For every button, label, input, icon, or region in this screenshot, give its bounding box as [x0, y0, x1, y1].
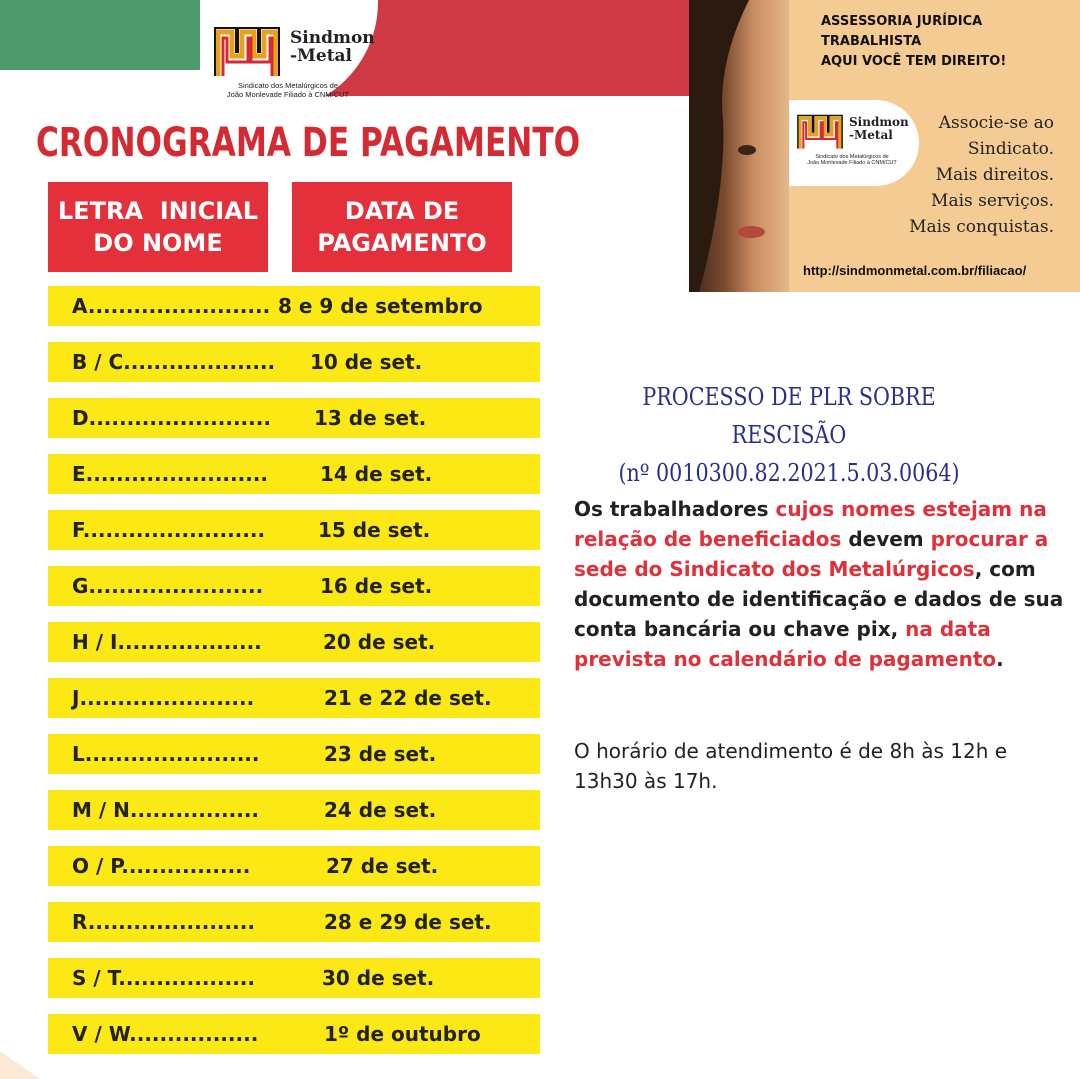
row-letter: S / T..................: [72, 966, 255, 990]
row-date: 10 de set.: [310, 350, 423, 374]
instr-highlight: na data prevista no calendário de pagamento: [574, 617, 997, 671]
schedule-row: [48, 566, 540, 606]
logo-name-line2: -Metal: [290, 45, 353, 66]
portrait-icon: [689, 0, 789, 292]
row-date: 24 de set.: [324, 798, 437, 822]
page-title: CRONOGRAMA DE PAGAMENTO: [36, 120, 581, 166]
row-date: 14 de set.: [320, 462, 433, 486]
row-date: 28 e 29 de set.: [324, 910, 492, 934]
schedule-row: [48, 622, 540, 662]
row-date: 15 de set.: [318, 518, 431, 542]
column-header-letter-line2: DO NOME: [93, 229, 223, 257]
row-date: 21 e 22 de set.: [324, 686, 492, 710]
schedule-row: [48, 286, 540, 326]
column-header-date: [292, 182, 512, 272]
row-letter: J.......................: [72, 686, 255, 710]
membership-ad: [689, 0, 1080, 292]
row-date: 8 e 9 de setembro: [278, 294, 483, 318]
column-header-date-line1: DATA DE: [344, 197, 460, 225]
logo-sub-line2: João Monlevade Filiado à CNM/CUT: [226, 89, 350, 99]
ad-headline-line2: TRABALHISTA: [821, 34, 922, 49]
opening-hours: O horário de atendimento é de 8h às 12h e 13h30 às 17h.: [574, 739, 1008, 793]
column-header-letter-line1: LETRA INICIAL: [57, 197, 259, 225]
row-letter: A........................: [72, 294, 271, 318]
schedule-row: [48, 342, 540, 382]
logo-name: [290, 30, 375, 66]
instr-highlight: procurar a sede do Sindicato dos Metalúrgicos: [574, 527, 1049, 581]
logo-name-line1: Sindmon: [290, 28, 375, 48]
corner-decoration: [0, 1051, 40, 1079]
row-letter: O / P.................: [72, 854, 251, 878]
schedule-row: [48, 678, 540, 718]
ad-logo-subtitle: [791, 154, 913, 167]
row-letter: F........................: [72, 518, 266, 542]
ad-headline-line1: ASSESSORIA JURÍDICA: [821, 14, 983, 29]
row-date: 27 de set.: [326, 854, 439, 878]
row-letter: M / N.................: [72, 798, 260, 822]
woman-photo: [689, 0, 789, 292]
ad-slogan-line: Mais direitos.: [935, 165, 1054, 185]
ad-logo-badge: [789, 100, 919, 186]
schedule-row: [48, 454, 540, 494]
row-letter: B / C....................: [72, 350, 276, 374]
ad-logo-name-line2: -Metal: [849, 127, 893, 142]
ad-logo-name: [849, 116, 909, 141]
instr-text: , com documento de identificação e dados de sua conta bancária ou chave pix,: [574, 557, 1064, 641]
ad-slogan-line: Sindicato.: [967, 139, 1054, 159]
row-letter: L.......................: [72, 742, 260, 766]
logo-sub-line1: Sindicato dos Metalúrgicos de: [237, 81, 339, 90]
ad-slogan-line: Mais conquistas.: [909, 217, 1054, 237]
ad-slogan-line: Associe-se ao: [938, 113, 1054, 133]
row-letter: E........................: [72, 462, 269, 486]
row-date: 16 de set.: [320, 574, 433, 598]
ad-headline: [821, 12, 1006, 72]
row-date: 1º de outubro: [324, 1022, 481, 1046]
row-letter: D........................: [72, 406, 271, 430]
process-title: [604, 378, 974, 492]
row-letter: G.......................: [72, 574, 264, 598]
logo-subtitle: [208, 82, 368, 99]
logo-badge: [200, 0, 378, 112]
schedule-row: [48, 510, 540, 550]
ad-logo-sub-line1: Sindicato dos Metalúrgicos de: [815, 154, 889, 160]
process-number: (nº 0010300.82.2021.5.03.0064): [618, 459, 960, 487]
schedule-row: [48, 790, 540, 830]
schedule-row: [48, 398, 540, 438]
row-letter: R......................: [72, 910, 255, 934]
ad-sindmon-logo-icon: [797, 114, 843, 150]
schedule-row: [48, 846, 540, 886]
ad-logo-name-line1: Sindmon: [849, 115, 909, 129]
row-letter: V / W.................: [72, 1022, 259, 1046]
column-header-date-line2: PAGAMENTO: [317, 229, 487, 257]
ad-headline-line3: AQUI VOCÊ TEM DIREITO!: [821, 54, 1007, 69]
column-header-letter: [48, 182, 268, 272]
instr-text: Os trabalhadores: [574, 497, 776, 521]
schedule-row: [48, 958, 540, 998]
green-banner-shape: [0, 0, 200, 70]
sindmon-logo-icon: [214, 26, 280, 78]
ad-slogan-line: Mais serviços.: [931, 191, 1054, 211]
row-date: 13 de set.: [314, 406, 427, 430]
schedule-row: [48, 734, 540, 774]
schedule-row: [48, 902, 540, 942]
process-title-line1: PROCESSO DE PLR SOBRE RESCISÃO: [642, 383, 936, 449]
ad-logo-sub-line2: João Monlevade Filiado à CNM/CUT: [807, 160, 897, 167]
instr-highlight: cujos nomes estejam na relação de beneficiados: [574, 497, 1047, 551]
schedule-row: [48, 1014, 540, 1054]
row-date: 30 de set.: [322, 966, 435, 990]
ad-url-link[interactable]: http://sindmonmetal.com.br/filiacao/: [803, 263, 1027, 278]
row-letter: H / I...................: [72, 630, 262, 654]
ad-slogan: [909, 110, 1054, 240]
instr-text: .: [996, 647, 1004, 671]
instr-text: devem: [841, 527, 931, 551]
row-date: 20 de set.: [323, 630, 436, 654]
row-date: 23 de set.: [324, 742, 437, 766]
process-instructions: [574, 494, 1064, 674]
